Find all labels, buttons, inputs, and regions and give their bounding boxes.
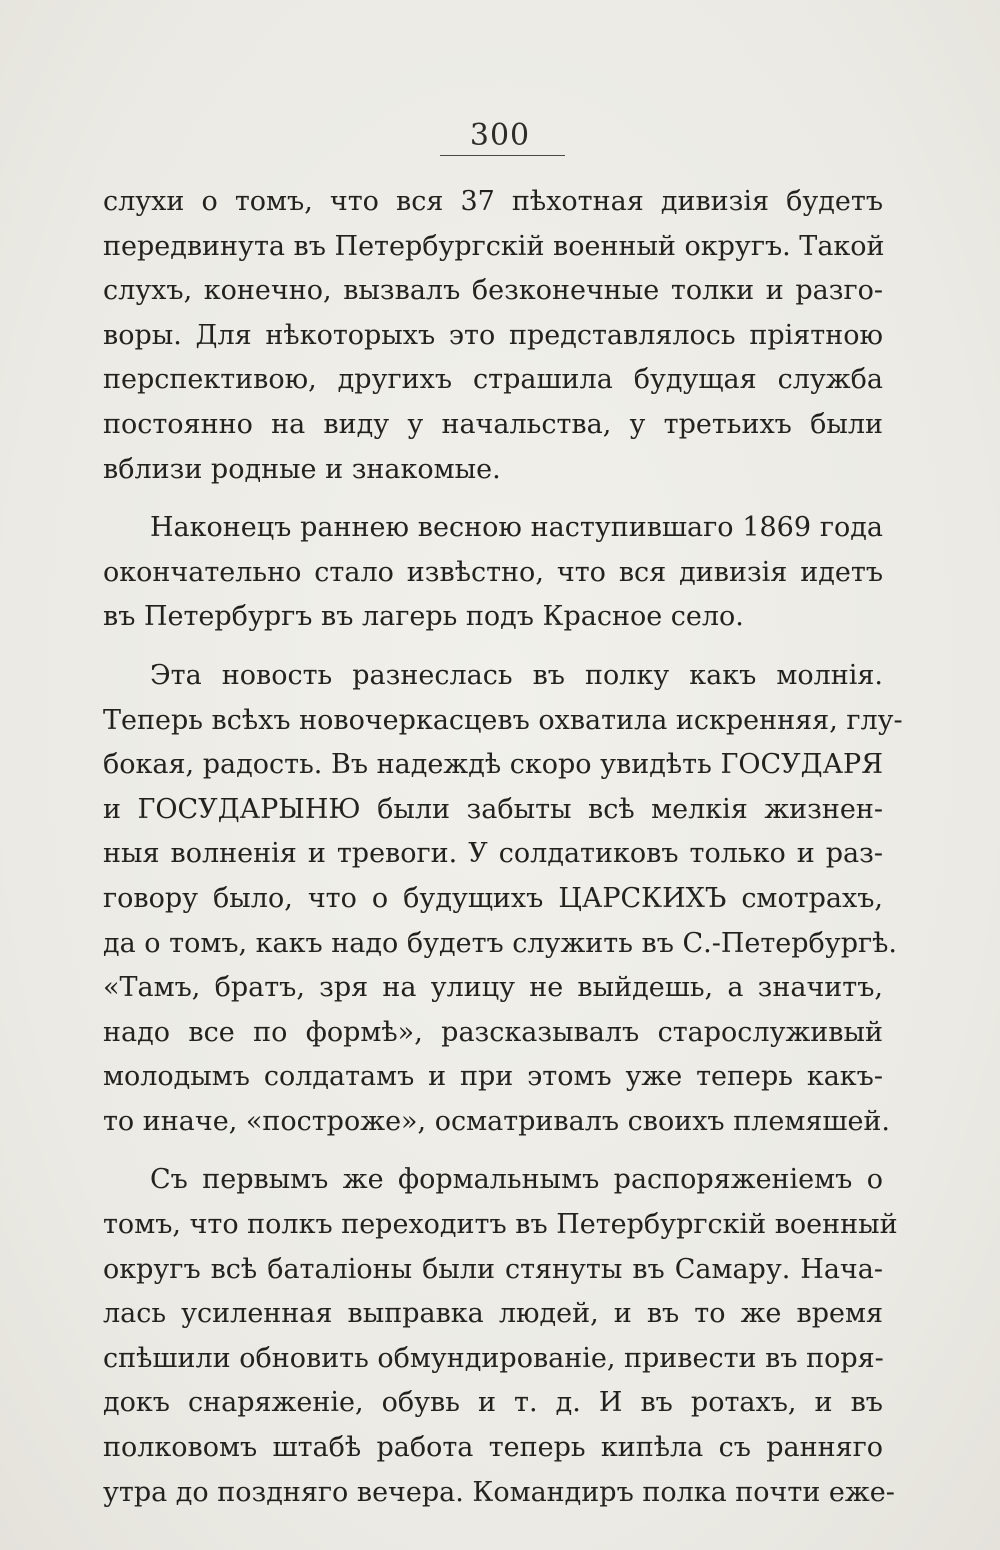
paragraph-gap (103, 640, 883, 654)
text-line: Эта новость разнеслась въ полку какъ молнія. (150, 659, 883, 691)
text-line: лась усиленная выправка людей, и въ то же время (103, 1298, 883, 1330)
text-line: молодымъ солдатамъ и при этомъ уже теперь какъ- (103, 1061, 883, 1093)
text-line: воры. Для нѣкоторыхъ это представлялось пріятною (103, 319, 883, 351)
text-line: бокая, радость. Въ надеждѣ скоро увидѣть ГОСУДАРЯ (103, 749, 883, 781)
header-rule (440, 155, 565, 156)
text-line: въ Петербургъ въ лагерь подъ Красное село. (103, 601, 744, 633)
text-line: томъ, что полкъ переходитъ въ Петербургскій военный (103, 1209, 898, 1241)
text-line: надо все по формѣ», разсказывалъ старослуживый (103, 1016, 883, 1048)
page-number: 300 (469, 118, 531, 153)
text-line: докъ снаряженіе, обувь и т. д. И въ ротахъ, и въ (103, 1387, 883, 1419)
text-line: Съ первымъ же формальнымъ распоряженіемъ о (150, 1164, 883, 1196)
text-line: перспективою, другихъ страшила будущая служба (103, 364, 883, 396)
text-line: полковомъ штабѣ работа теперь кипѣла съ ранняго (103, 1432, 883, 1464)
text-line: ныя волненія и тревоги. У солдатиковъ только и раз- (103, 838, 883, 870)
text-line: округъ всѣ баталіоны были стянуты въ Самару. Нача- (103, 1253, 883, 1285)
text-line: «Тамъ, братъ, зря на улицу не выйдешь, а значитъ, (103, 972, 883, 1004)
text-line: слухи о томъ, что вся 37 пѣхотная дивизія будетъ (103, 186, 883, 217)
text-line: говору было, что о будущихъ ЦАРСКИХЪ смотрахъ, (103, 882, 883, 914)
text-line: Теперь всѣхъ новочеркасцевъ охватила искренняя, глу- (103, 704, 903, 736)
text-line: окончательно стало извѣстно, что вся дивизія идетъ (103, 556, 883, 588)
text-line: передвинута въ Петербургскій военный округъ. Такой (103, 230, 885, 262)
text-line: слухъ, конечно, вызвалъ безконечные толки и разго- (103, 275, 883, 307)
paragraph-2 (103, 506, 883, 640)
text-line: Наконецъ раннею весною наступившаго 1869 года (150, 512, 883, 544)
text-line: то иначе, «построже», осматривалъ своихъ племяшей. (103, 1105, 891, 1137)
paragraph-3 (103, 654, 903, 1145)
paragraph-gap (103, 492, 883, 506)
text-line: вблизи родные и знакомые. (103, 453, 501, 485)
text-line: спѣшили обновить обмундированіе, привести въ поря- (103, 1342, 884, 1374)
text-line: и ГОСУДАРЫНЮ были забыты всѣ мелкія жизнен- (103, 793, 883, 825)
paragraph-4 (103, 1158, 898, 1515)
paragraph-gap (103, 1144, 883, 1158)
body-text (103, 180, 903, 1515)
text-line: да о томъ, какъ надо будетъ служить въ С.-Петербургѣ. (103, 927, 897, 959)
text-line: постоянно на виду у начальства, у третьихъ были (103, 408, 883, 440)
paragraph-1 (103, 180, 883, 492)
text-line: утра до поздняго вечера. Командиръ полка почти еже- (103, 1476, 895, 1508)
